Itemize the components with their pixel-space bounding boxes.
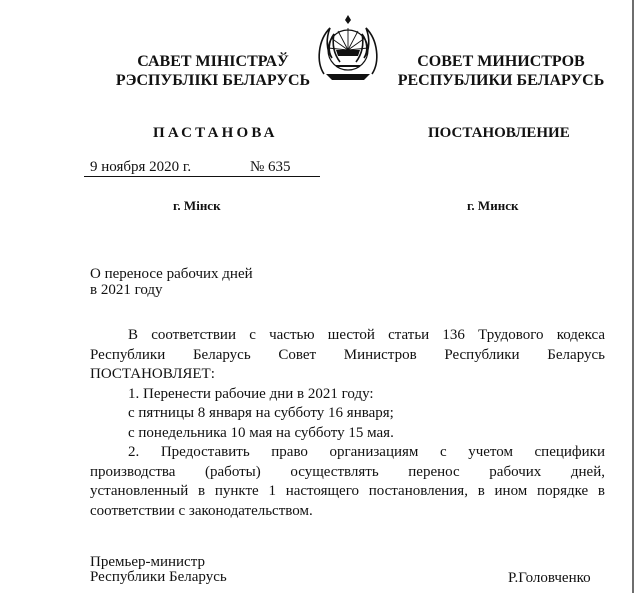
signatory-name: Р.Головченко [508,570,591,586]
date-number-line [84,158,320,177]
org-name-by-line1: САВЕТ МІНІСТРАЎ [137,53,289,70]
org-name-ru-line1: СОВЕТ МИНИСТРОВ [417,53,585,70]
body-item2-line3: установленный в пункте 1 настоящего постановления, в ином порядке в [90,483,605,499]
org-name-ru-line2: РЕСПУБЛИКИ БЕЛАРУСЬ [397,72,605,89]
city-belarusian: г. Мінск [173,198,221,213]
doc-type-russian: ПОСТАНОВЛЕНИЕ [428,125,570,141]
signatory-title [90,555,227,585]
signatory-title-line1: Премьер-министр [90,554,205,570]
body-p1-line3: ПОСТАНОВЛЯЕТ: [90,366,215,382]
org-name-russian [386,52,616,90]
document-date: 9 ноября 2020 г. [84,158,250,177]
body-item1: 1. Перенести рабочие дни в 2021 году: [128,385,374,402]
doc-type-belarusian: ПАСТАНОВА [153,125,278,141]
document-subject [90,266,253,298]
org-name-belarusian [98,52,328,90]
document-number: № 635 [250,158,320,177]
city-russian: г. Минск [467,198,519,213]
signatory-title-line2: Республики Беларусь [90,569,227,585]
body-item2-line1: 2. Предоставить право организациям с учетом специфики [128,444,605,460]
body-item1-b: с понедельника 10 мая на субботу 15 мая. [128,424,394,441]
subject-line2: в 2021 году [90,282,163,298]
body-item2-line4: соответствии с законодательством. [90,502,313,519]
org-name-by-line2: РЭСПУБЛІКІ БЕЛАРУСЬ [115,72,311,89]
subject-line1: О переносе рабочих дней [90,266,253,282]
document-body [90,326,605,521]
body-item2-line2: производства (работы) осуществлять перенос рабочих дней, [90,463,605,480]
body-item1-a: с пятницы 8 января на субботу 16 января; [128,405,394,421]
body-p1-line2: Республики Беларусь Совет Министров Республики Беларусь [90,346,605,363]
body-p1-line1: В соответствии с частью шестой статьи 136 Трудового кодекса [128,327,605,343]
